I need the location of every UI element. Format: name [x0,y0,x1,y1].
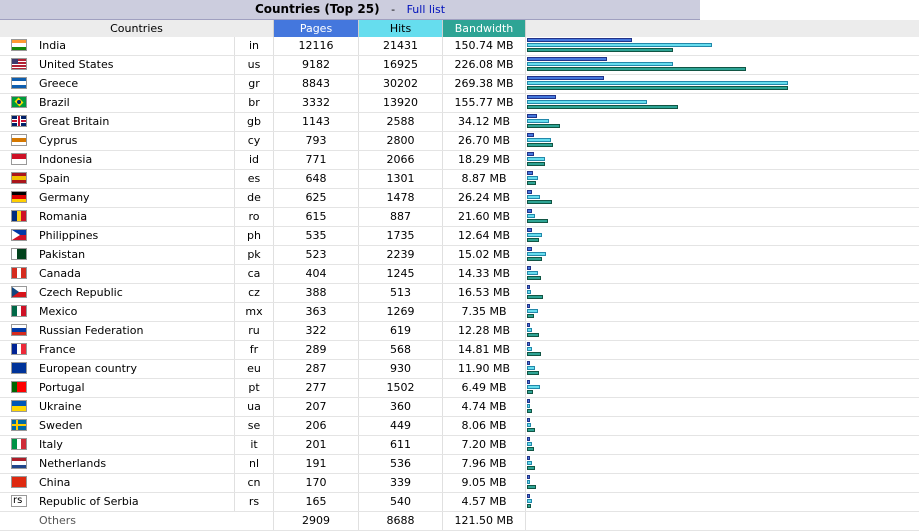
table-row [0,189,919,208]
bar-group [527,379,919,397]
country-name: Cyprus [39,134,78,147]
pages-bar [527,399,530,403]
hits-value: 1245 [359,265,443,283]
country-name: France [39,343,76,356]
country-name: Germany [39,191,90,204]
pages-bar [527,133,534,137]
hits-value: 619 [359,322,443,340]
table-row [0,113,919,132]
section-title: Countries (Top 25) [254,2,380,16]
pages-value: 191 [274,455,359,473]
pages-value: 165 [274,493,359,511]
bar-group [527,360,919,378]
country-name: Romania [39,210,88,223]
bandwidth-bar [527,162,545,166]
hits-value: 513 [359,284,443,302]
hits-bar [527,290,531,294]
table-row [0,75,919,94]
hits-bar [527,309,538,313]
pages-value: 388 [274,284,359,302]
country-code: gr [234,75,274,93]
flag-icon [11,457,27,469]
hits-bar [527,62,673,66]
pages-value: 9182 [274,56,359,74]
country-code: cn [234,474,274,492]
pages-bar [527,285,530,289]
bandwidth-bar [527,238,539,242]
flag-icon [11,286,27,298]
bandwidth-value: 150.74 MB [443,37,526,55]
country-name: Spain [39,172,70,185]
bar-group [527,284,919,302]
bar-group [527,170,919,188]
hits-value: 339 [359,474,443,492]
bandwidth-bar [527,105,678,109]
flag-icon [11,476,27,488]
pages-value: 1143 [274,113,359,131]
pages-bar [527,323,530,327]
others-pages: 2909 [274,512,359,530]
table-row [0,436,919,455]
hits-value: 1502 [359,379,443,397]
flag-icon [11,343,27,355]
bandwidth-bar [527,352,541,356]
table-row [0,284,919,303]
table-row [0,151,919,170]
country-name: Netherlands [39,457,107,470]
bandwidth-bar [527,371,539,375]
bar-group [527,227,919,245]
bar-group [527,56,919,74]
others-bandwidth: 121.50 MB [443,512,526,530]
flag-icon [11,39,27,51]
country-name: Sweden [39,419,83,432]
flag-icon [11,324,27,336]
country-name: European country [39,362,137,375]
bar-group [527,417,919,435]
country-name: Czech Republic [39,286,123,299]
hits-value: 13920 [359,94,443,112]
bandwidth-value: 226.08 MB [443,56,526,74]
bandwidth-bar [527,48,673,52]
pages-bar [527,228,532,232]
bandwidth-bar [527,390,533,394]
bandwidth-value: 7.96 MB [443,455,526,473]
country-code: in [234,37,274,55]
pages-bar [527,247,532,251]
bandwidth-value: 7.35 MB [443,303,526,321]
bandwidth-value: 34.12 MB [443,113,526,131]
bandwidth-bar [527,86,788,90]
bandwidth-bar [527,447,534,451]
country-name: Indonesia [39,153,93,166]
bandwidth-value: 14.81 MB [443,341,526,359]
hits-value: 1735 [359,227,443,245]
hits-bar [527,81,788,85]
hits-value: 536 [359,455,443,473]
hits-value: 449 [359,417,443,435]
hits-bar [527,119,549,123]
pages-value: 207 [274,398,359,416]
hits-bar [527,328,532,332]
pages-value: 625 [274,189,359,207]
hits-value: 1478 [359,189,443,207]
flag-icon [11,305,27,317]
title-separator: - [391,3,396,16]
hits-value: 30202 [359,75,443,93]
country-code: de [234,189,274,207]
hits-value: 2066 [359,151,443,169]
country-code: cy [234,132,274,150]
pages-value: 287 [274,360,359,378]
others-label: Others [39,514,76,527]
header-bandwidth: Bandwidth [443,20,526,37]
bandwidth-value: 4.74 MB [443,398,526,416]
country-name: Canada [39,267,81,280]
bandwidth-value: 269.38 MB [443,75,526,93]
pages-value: 206 [274,417,359,435]
table-row [0,208,919,227]
flag-icon [11,438,27,450]
bandwidth-value: 8.87 MB [443,170,526,188]
pages-value: 12116 [274,37,359,55]
pages-bar [527,456,530,460]
country-code: id [234,151,274,169]
country-name: Republic of Serbia [39,495,139,508]
table-row [0,132,919,151]
pages-bar [527,152,534,156]
table-row [0,341,919,360]
bandwidth-value: 21.60 MB [443,208,526,226]
pages-value: 201 [274,436,359,454]
table-row [0,94,919,113]
country-name: Brazil [39,96,70,109]
table-row [0,360,919,379]
hits-bar [527,100,647,104]
hits-bar [527,176,538,180]
hits-bar [527,480,530,484]
flag-icon [11,191,27,203]
flag-icon [11,495,27,507]
flag-icon [11,362,27,374]
hits-bar [527,138,551,142]
country-code: us [234,56,274,74]
pages-bar [527,494,530,498]
pages-value: 648 [274,170,359,188]
table-row [0,227,919,246]
bandwidth-value: 8.06 MB [443,417,526,435]
bar-group [527,113,919,131]
country-name: Philippines [39,229,99,242]
hits-bar [527,195,540,199]
table-row [0,398,919,417]
full-list-link[interactable]: Full list [406,3,446,16]
pages-bar [527,304,530,308]
table-row [0,246,919,265]
country-code: br [234,94,274,112]
pages-value: 615 [274,208,359,226]
bandwidth-bar [527,333,539,337]
bandwidth-value: 26.24 MB [443,189,526,207]
bar-group [527,132,919,150]
hits-bar [527,442,532,446]
hits-value: 360 [359,398,443,416]
hits-value: 887 [359,208,443,226]
table-row [0,37,919,56]
table-row [0,56,919,75]
pages-value: 535 [274,227,359,245]
table-row [0,303,919,322]
country-code: ua [234,398,274,416]
bandwidth-bar [527,200,552,204]
table-row [0,474,919,493]
flag-icon [11,248,27,260]
flag-icon [11,381,27,393]
hits-bar [527,252,546,256]
bar-group [527,246,919,264]
table-row [0,379,919,398]
hits-value: 568 [359,341,443,359]
pages-value: 363 [274,303,359,321]
country-code: ca [234,265,274,283]
pages-bar [527,57,607,61]
table-row [0,417,919,436]
bandwidth-bar [527,143,553,147]
hits-value: 540 [359,493,443,511]
bandwidth-value: 12.28 MB [443,322,526,340]
country-name: India [39,39,66,52]
bandwidth-bar [527,428,535,432]
table-row [0,493,919,512]
bar-group [527,94,919,112]
bar-group [527,474,919,492]
pages-bar [527,475,530,479]
pages-value: 523 [274,246,359,264]
country-name: Mexico [39,305,78,318]
bar-group [527,341,919,359]
others-code [234,512,274,530]
hits-value: 1301 [359,170,443,188]
country-code: pt [234,379,274,397]
country-code: pk [234,246,274,264]
hits-value: 930 [359,360,443,378]
bar-group [527,303,919,321]
pages-value: 170 [274,474,359,492]
pages-bar [527,361,530,365]
flag-icon [11,134,27,146]
country-code: ru [234,322,274,340]
bar-group [527,322,919,340]
hits-bar [527,423,531,427]
header-graph [526,20,919,37]
bandwidth-value: 26.70 MB [443,132,526,150]
bandwidth-bar [527,67,746,71]
bandwidth-value: 14.33 MB [443,265,526,283]
hits-bar [527,404,530,408]
bar-group [527,189,919,207]
bandwidth-value: 6.49 MB [443,379,526,397]
flag-icon [11,419,27,431]
pages-bar [527,171,533,175]
bar-group [527,37,919,55]
country-name: Portugal [39,381,85,394]
country-name: Russian Federation [39,324,144,337]
flag-icon [11,58,27,70]
others-row [0,512,919,531]
bandwidth-bar [527,504,531,508]
pages-bar [527,380,530,384]
table-row [0,170,919,189]
bar-group [527,151,919,169]
flag-icon [11,115,27,127]
hits-bar [527,214,535,218]
country-code: eu [234,360,274,378]
bandwidth-value: 7.20 MB [443,436,526,454]
hits-bar [527,385,540,389]
hits-value: 2588 [359,113,443,131]
header-countries: Countries [0,20,274,37]
country-name: United States [39,58,114,71]
pages-value: 404 [274,265,359,283]
hits-bar [527,43,712,47]
bandwidth-value: 11.90 MB [443,360,526,378]
flag-icon [11,229,27,241]
hits-bar [527,366,535,370]
bandwidth-value: 16.53 MB [443,284,526,302]
hits-value: 2800 [359,132,443,150]
pages-bar [527,209,532,213]
country-name: Pakistan [39,248,86,261]
country-code: se [234,417,274,435]
bandwidth-value: 18.29 MB [443,151,526,169]
flag-icon [11,172,27,184]
country-code: fr [234,341,274,359]
flag-icon [11,210,27,222]
bar-group [527,398,919,416]
hits-bar [527,157,545,161]
country-name: China [39,476,71,489]
flag-icon [11,77,27,89]
bandwidth-value: 4.57 MB [443,493,526,511]
hits-bar [527,271,538,275]
country-code: es [234,170,274,188]
pages-value: 289 [274,341,359,359]
hits-value: 16925 [359,56,443,74]
flag-icon [11,96,27,108]
hits-bar [527,461,532,465]
bandwidth-bar [527,295,543,299]
bandwidth-value: 155.77 MB [443,94,526,112]
bar-group [527,265,919,283]
country-code: it [234,436,274,454]
hits-value: 1269 [359,303,443,321]
bandwidth-value: 15.02 MB [443,246,526,264]
section-title-bar [0,0,700,20]
bandwidth-value: 12.64 MB [443,227,526,245]
country-name: Greece [39,77,79,90]
pages-value: 793 [274,132,359,150]
bandwidth-value: 9.05 MB [443,474,526,492]
bandwidth-bar [527,276,541,280]
bandwidth-bar [527,314,534,318]
table-row [0,265,919,284]
bar-group [527,436,919,454]
bandwidth-bar [527,485,536,489]
others-hits: 8688 [359,512,443,530]
hits-value: 21431 [359,37,443,55]
bar-group [527,208,919,226]
country-name: Ukraine [39,400,82,413]
bandwidth-bar [527,219,548,223]
hits-value: 2239 [359,246,443,264]
country-name: Italy [39,438,63,451]
bandwidth-bar [527,409,532,413]
hits-bar [527,347,532,351]
table-row [0,322,919,341]
bandwidth-bar [527,181,536,185]
pages-value: 8843 [274,75,359,93]
flag-code-text: rs [13,495,23,506]
bar-group [527,75,919,93]
pages-bar [527,266,531,270]
hits-bar [527,499,532,503]
pages-value: 277 [274,379,359,397]
pages-bar [527,95,556,99]
table-row [0,455,919,474]
countries-table [0,37,919,531]
country-code: ph [234,227,274,245]
hits-value: 611 [359,436,443,454]
bandwidth-bar [527,257,542,261]
country-code: ro [234,208,274,226]
bar-group [527,493,919,511]
country-code: cz [234,284,274,302]
pages-bar [527,190,532,194]
bandwidth-bar [527,466,535,470]
country-name: Great Britain [39,115,110,128]
flag-icon [11,267,27,279]
bandwidth-bar [527,124,560,128]
hits-bar [527,233,542,237]
pages-bar [527,76,604,80]
bar-group [527,455,919,473]
pages-bar [527,437,530,441]
pages-bar [527,342,530,346]
pages-bar [527,418,530,422]
country-code: mx [234,303,274,321]
pages-bar [527,114,537,118]
pages-value: 771 [274,151,359,169]
country-code: rs [234,493,274,511]
country-code: gb [234,113,274,131]
header-hits: Hits [359,20,443,37]
pages-value: 3332 [274,94,359,112]
flag-icon [11,400,27,412]
pages-bar [527,38,632,42]
country-code: nl [234,455,274,473]
header-pages: Pages [274,20,359,37]
flag-icon [11,153,27,165]
pages-value: 322 [274,322,359,340]
